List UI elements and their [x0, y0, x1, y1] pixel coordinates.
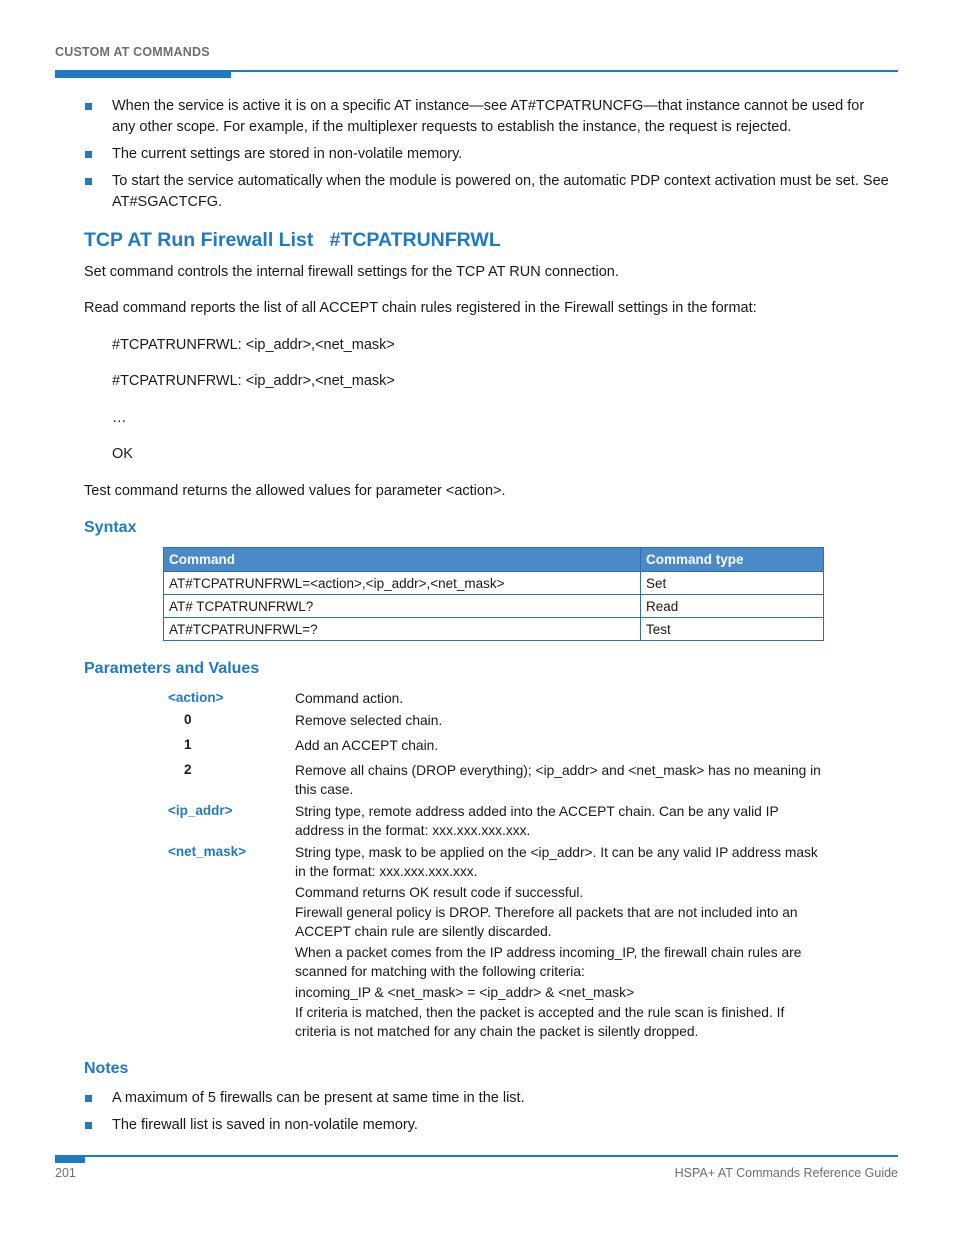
section-header: CUSTOM AT COMMANDS [55, 45, 210, 59]
command-title: TCP AT Run Firewall List #TCPATRUNFRWL [84, 229, 501, 251]
square-bullet-icon [85, 1095, 92, 1102]
table-row [164, 618, 824, 641]
square-bullet-icon [85, 178, 92, 185]
list-item [84, 171, 890, 213]
table-cell: AT# TCPATRUNFRWL? [164, 595, 641, 618]
square-bullet-icon [85, 151, 92, 158]
test-description: Test command returns the allowed values for parameter <action>. [84, 483, 506, 499]
param-value-desc: Remove selected chain. [295, 713, 443, 728]
column-header: Command [164, 548, 641, 572]
param-value: 1 [184, 737, 192, 752]
param-desc-net-mask: String type, mask to be applied on the <ip_addr>. It can be any valid IP address mask in the format: xxx.xxx.xxx.xxx. [295, 845, 818, 879]
parameters-heading: Parameters and Values [84, 660, 260, 677]
param-note: When a packet comes from the IP address incoming_IP, the firewall chain rules are scanned for matching with the following criteria: [295, 945, 802, 979]
param-desc-action: Command action. [295, 691, 404, 706]
param-note: Command returns OK result code if successful. [295, 885, 584, 900]
read-format-ellipsis: … [112, 410, 127, 426]
table-cell: AT#TCPATRUNFRWL=<action>,<ip_addr>,<net_mask> [164, 572, 641, 595]
param-value-desc: Add an ACCEPT chain. [295, 738, 439, 753]
read-format-ok: OK [112, 446, 133, 462]
list-item-text: The current settings are stored in non-volatile memory. [112, 146, 463, 162]
param-value: 2 [184, 762, 192, 777]
table-cell: Set [641, 572, 824, 595]
table-cell: AT#TCPATRUNFRWL=? [164, 618, 641, 641]
param-note: Firewall general policy is DROP. Therefore all packets that are not included into an ACCEPT chain rule are silently discarded. [295, 905, 798, 939]
footer-rule-accent [55, 1155, 85, 1163]
param-name-ip-addr: <ip_addr> [168, 803, 233, 818]
table-row [164, 572, 824, 595]
list-item-text: A maximum of 5 firewalls can be present at same time in the list. [112, 1090, 525, 1106]
list-item [84, 144, 890, 165]
footer-rule [55, 1155, 898, 1157]
read-format-line: #TCPATRUNFRWL: <ip_addr>,<net_mask> [112, 337, 395, 353]
table-header-row [164, 548, 824, 572]
list-item-text: To start the service automatically when the module is powered on, the automatic PDP context activation must be set. See AT#SGACTCFG. [112, 173, 889, 210]
list-item-text: When the service is active it is on a specific AT instance—see AT#TCPATRUNCFG—that instance cannot be used for any other scope. For example, if the multiplexer requests to establish the instance, the request is rejected. [112, 98, 865, 135]
square-bullet-icon [85, 103, 92, 110]
page-number: 201 [55, 1166, 76, 1180]
footer-doc-title: HSPA+ AT Commands Reference Guide [674, 1166, 898, 1180]
param-value: 0 [184, 712, 192, 727]
intro-bullet-list [84, 96, 890, 213]
read-description: Read command reports the list of all ACCEPT chain rules registered in the Firewall settings in the format: [84, 300, 757, 316]
list-item-text: The firewall list is saved in non-volatile memory. [112, 1117, 418, 1133]
param-value-desc: Remove all chains (DROP everything); <ip_addr> and <net_mask> has no meaning in this case. [295, 763, 821, 797]
param-name-action: <action> [168, 690, 224, 705]
syntax-table [163, 547, 824, 641]
column-header: Command type [641, 548, 824, 572]
square-bullet-icon [85, 1122, 92, 1129]
notes-heading: Notes [84, 1060, 129, 1077]
table-cell: Test [641, 618, 824, 641]
param-name-net-mask: <net_mask> [168, 844, 247, 859]
list-item [84, 1115, 890, 1136]
param-desc-ip-addr: String type, remote address added into the ACCEPT chain. Can be any valid IP address in the format: xxx.xxx.xxx.xxx. [295, 804, 779, 838]
set-description: Set command controls the internal firewall settings for the TCP AT RUN connection. [84, 264, 619, 280]
list-item [84, 1088, 890, 1109]
read-format-line: #TCPATRUNFRWL: <ip_addr>,<net_mask> [112, 373, 395, 389]
list-item [84, 96, 890, 138]
syntax-heading: Syntax [84, 519, 137, 536]
header-rule-accent [55, 70, 231, 78]
matching-criteria: incoming_IP & <net_mask> = <ip_addr> & <net_mask> [295, 985, 635, 1000]
param-note: If criteria is matched, then the packet is accepted and the rule scan is finished. If criteria is not matched for any chain the packet is silently dropped. [295, 1005, 785, 1039]
table-cell: Read [641, 595, 824, 618]
notes-list [84, 1088, 890, 1136]
table-row [164, 595, 824, 618]
